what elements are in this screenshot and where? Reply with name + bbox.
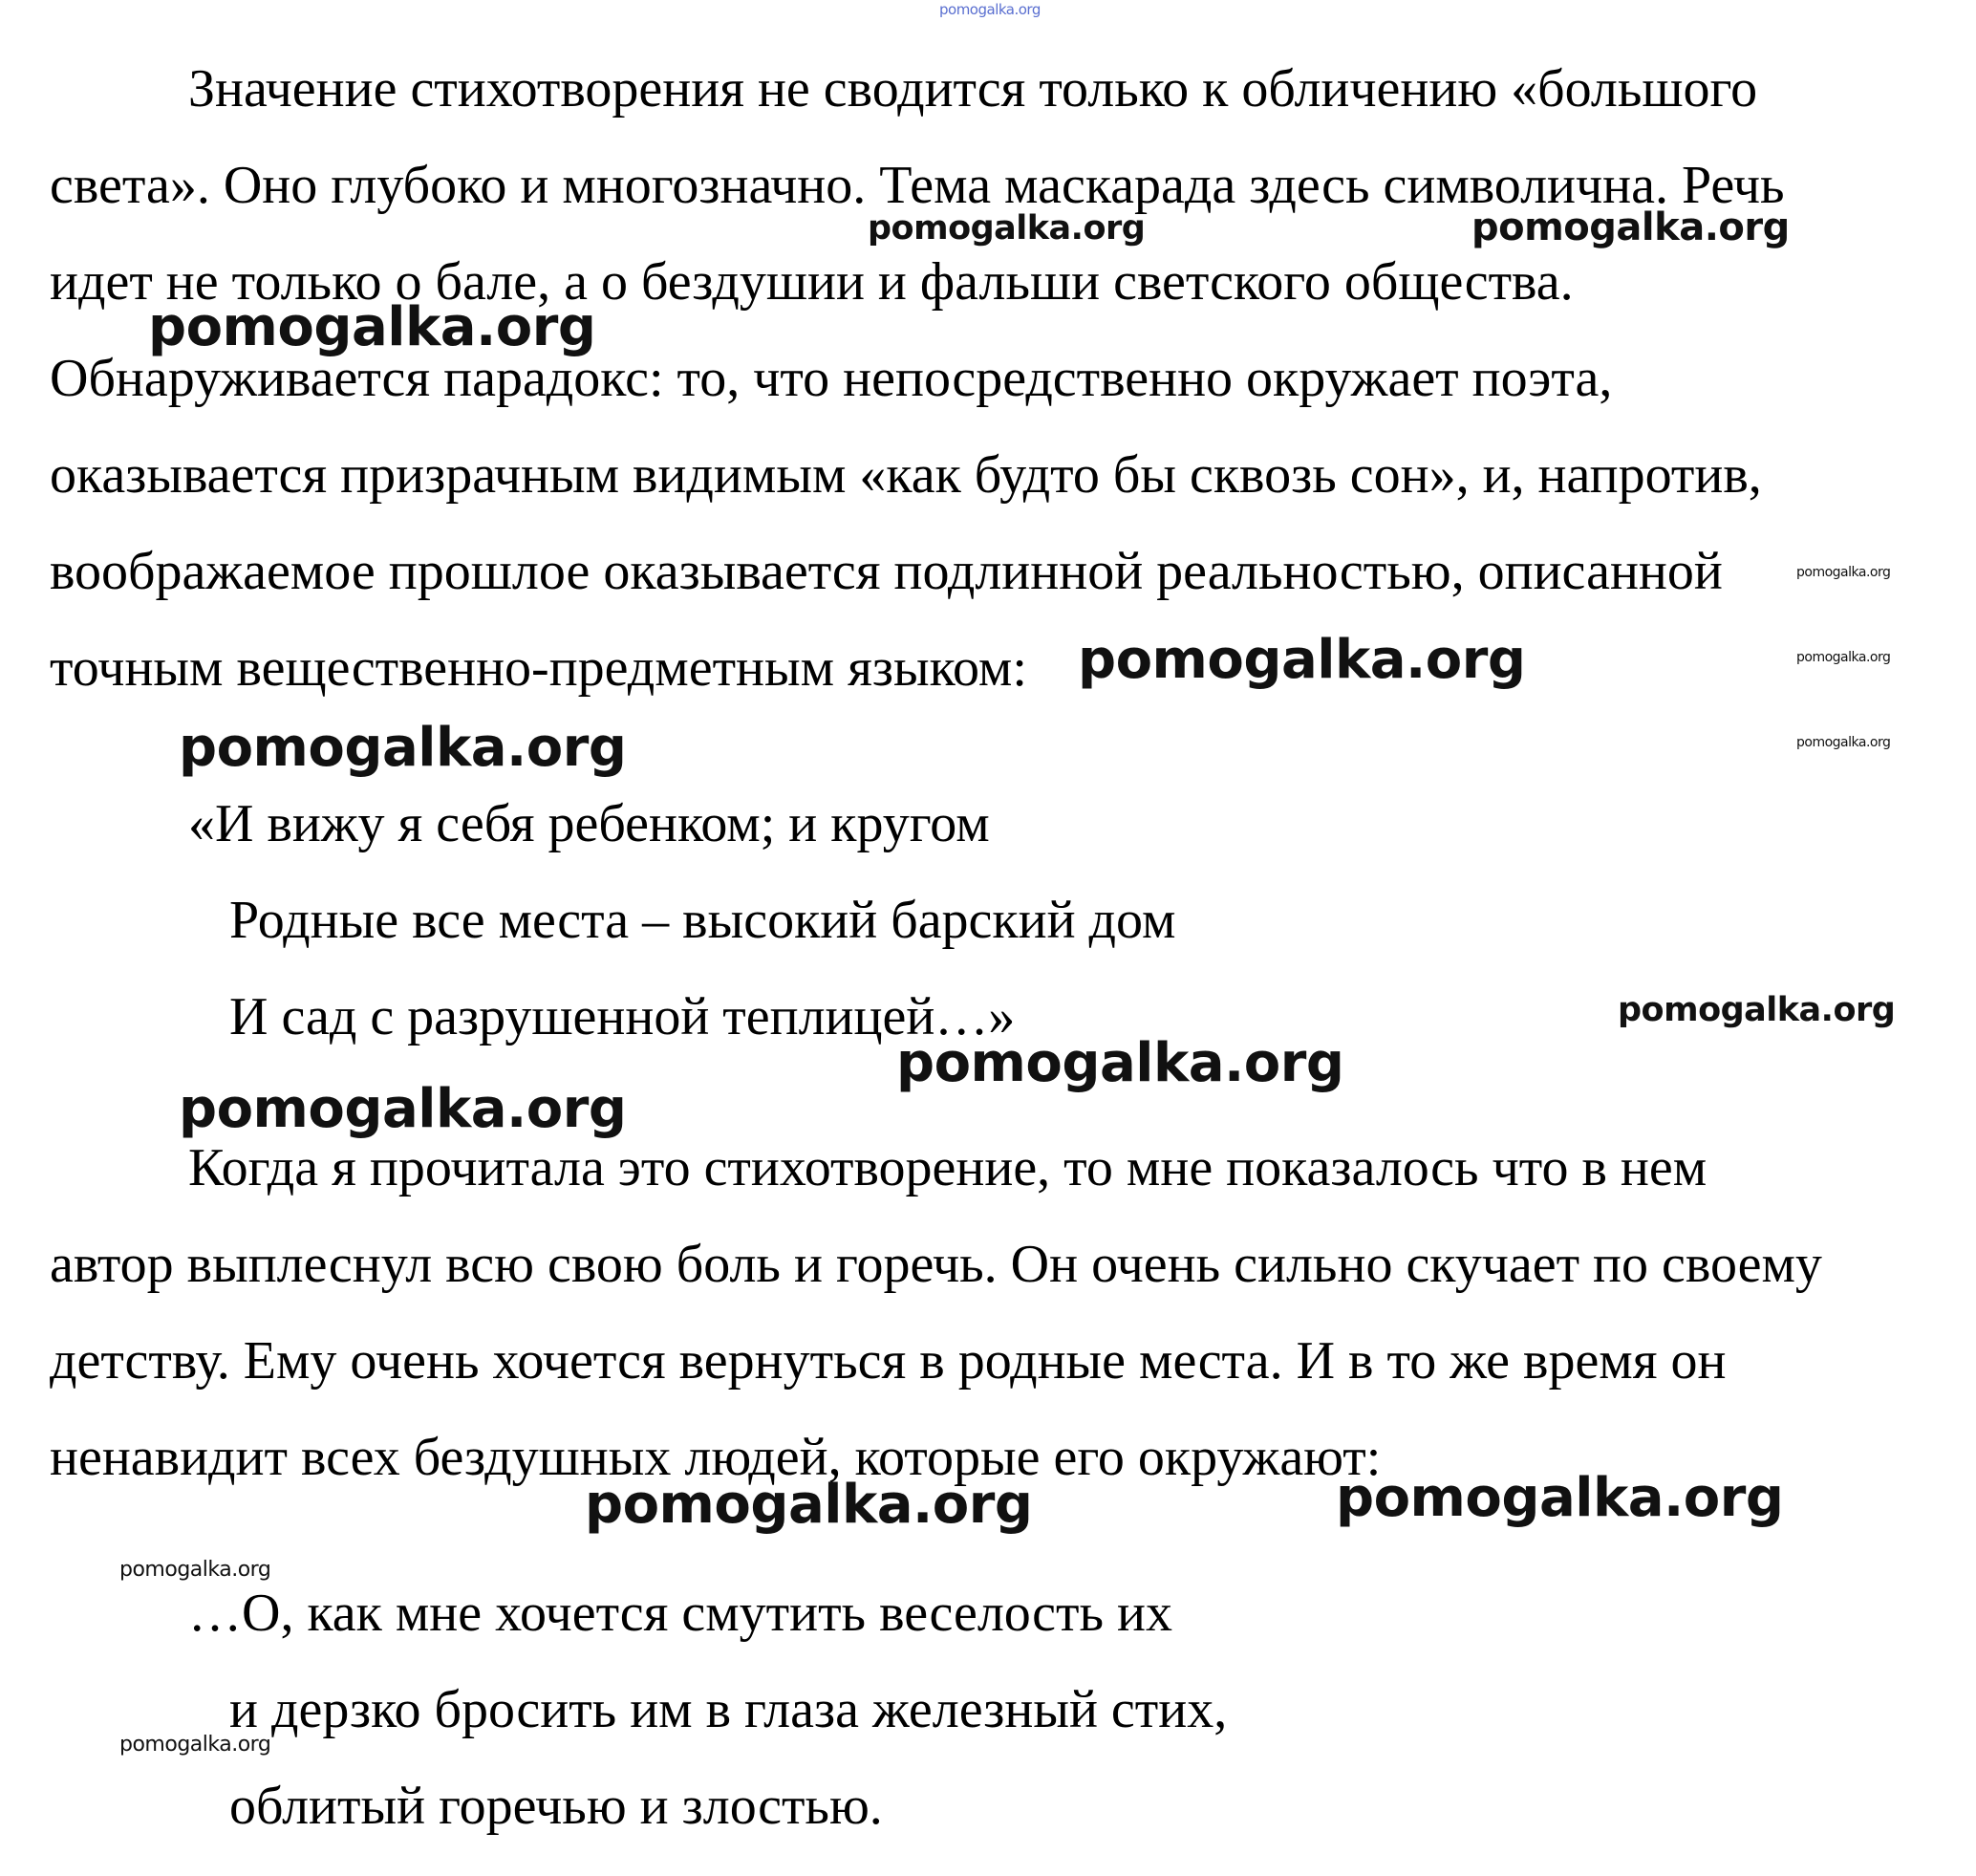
quote-1-line-2: Родные все места – высокий барский дом [229, 891, 1176, 950]
paragraph-1-line-6: воображаемое прошлое оказывается подлинной реальностью, описанной [50, 542, 1723, 601]
watermark: pomogalka.org [1796, 735, 1891, 750]
watermark: pomogalka.org [148, 296, 596, 358]
paragraph-1-line-3: идет не только о бале, а о бездушии и фальши светского общества. [50, 252, 1574, 312]
watermark: pomogalka.org [1796, 650, 1891, 665]
watermark: pomogalka.org [1471, 205, 1790, 249]
quote-2-line-2: и дерзко бросить им в глаза железный стих, [229, 1680, 1228, 1739]
paragraph-2-line-3: детству. Ему очень хочется вернуться в родные места. И в то же время он [50, 1331, 1727, 1391]
watermark: pomogalka.org [939, 1, 1041, 18]
watermark: pomogalka.org [868, 209, 1146, 248]
watermark: pomogalka.org [1618, 991, 1896, 1029]
watermark: pomogalka.org [119, 1558, 271, 1582]
watermark: pomogalka.org [1078, 629, 1526, 691]
watermark: pomogalka.org [179, 1078, 627, 1140]
paragraph-1-line-4: Обнаруживается парадокс: то, что непосредственно окружает поэта, [50, 349, 1613, 408]
quote-1-line-3: И сад с разрушенной теплицей…» [229, 987, 1016, 1046]
watermark: pomogalka.org [896, 1032, 1344, 1094]
watermark: pomogalka.org [179, 717, 627, 779]
watermark: pomogalka.org [585, 1474, 1033, 1536]
watermark: pomogalka.org [1796, 565, 1891, 580]
paragraph-2-line-2: автор выплеснул всю свою боль и горечь. Он очень сильно скучает по своему [50, 1235, 1822, 1294]
watermark: pomogalka.org [119, 1733, 271, 1757]
paragraph-2-line-4: ненавидит всех бездушных людей, которые его окружают: [50, 1428, 1382, 1487]
paragraph-2-line-1: Когда я прочитала это стихотворение, то мне показалось что в нем [188, 1138, 1708, 1197]
paragraph-1-line-2: света». Оно глубоко и многозначно. Тема маскарада здесь символична. Речь [50, 156, 1785, 215]
paragraph-1-line-1: Значение стихотворения не сводится только к обличению «большого [188, 59, 1758, 119]
watermark: pomogalka.org [1336, 1467, 1784, 1529]
paragraph-1-line-7: точным вещественно-предметным языком: [50, 638, 1027, 698]
paragraph-1-line-5: оказывается призрачным видимым «как будто бы сквозь сон», и, напротив, [50, 445, 1762, 505]
quote-1-line-1: «И вижу я себя ребенком; и кругом [188, 794, 990, 853]
quote-2-line-3: облитый горечью и злостью. [229, 1777, 883, 1836]
quote-2-line-1: …О, как мне хочется смутить веселость их [188, 1584, 1173, 1643]
